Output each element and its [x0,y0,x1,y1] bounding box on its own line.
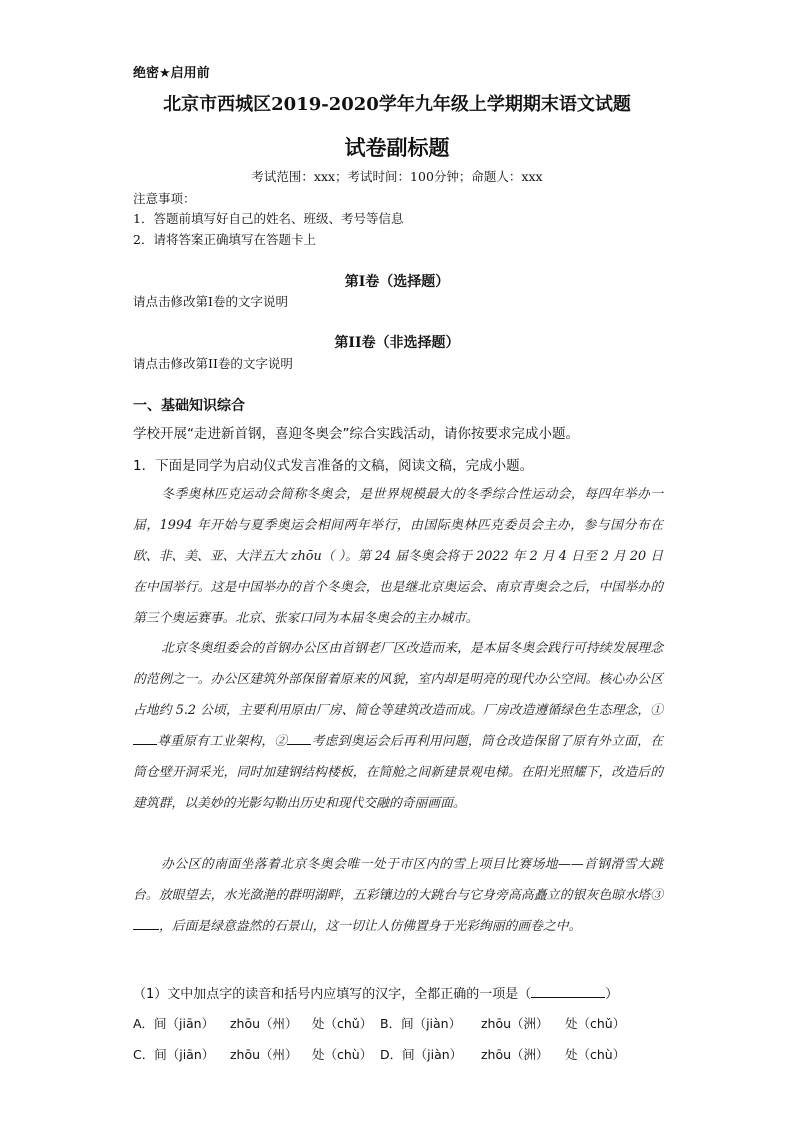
option-c-zhou: zhōu（州） [230,1047,298,1062]
option-d-zhou: zhōu（洲） [481,1047,549,1062]
notice-item-2: 2．请将答案正确填写在答题卡上 [133,232,316,247]
passage-paragraph-3 [133,849,663,942]
exam-title: 北京市西城区2019-2020学年九年级上学期期末语文试题 [163,94,631,115]
option-d-chu: 处（chù） [565,1047,626,1062]
section-heading: 一、基础知识综合 [133,398,245,414]
part1-desc[interactable]: 请点击修改第I卷的文字说明 [133,294,288,309]
option-d-label[interactable]: D．间（jiàn） [380,1047,463,1062]
notice-heading: 注意事项： [133,191,196,206]
answer-blank[interactable] [531,997,605,998]
option-b-zhou: zhōu（洲） [481,1016,549,1031]
part2-desc[interactable]: 请点击修改第II卷的文字说明 [133,356,293,371]
blank-3[interactable] [133,929,159,930]
option-a-zhou: zhōu（州） [230,1016,298,1031]
secret-mark: 绝密★启用前 [133,66,210,81]
notice-item-1: 1．答题前填写好自己的姓名、班级、考号等信息 [133,211,404,226]
passage-p2-part-a: 北京冬奥组委会的首钢办公区由首钢老厂区改造而来，是本届冬奥会践行可持续发展理念的范例之一。办公区建筑外部保留着原来的风貌，室内却是明亮的现代办公空间。核心办公区占地约 5.2 公顷，主要利用原由厂房、简仓等建筑改造而成。厂房改造遵循绿色生态理念，① [133,641,663,718]
option-c-chu: 处（chù） [312,1047,373,1062]
passage-p3-part-b: ，后面是绿意盎然的石景山，这一切让人仿佛置身于光彩绚丽的画卷之中。 [159,919,582,934]
section-intro: 学校开展“走进新首钢，喜迎冬奥会”综合实践活动，请你按要求完成小题。 [133,426,579,442]
exam-info: 考试范围：xxx；考试时间：100分钟；命题人：xxx [251,169,543,184]
passage-p2-part-b: 尊重原有工业架构，② [157,734,288,749]
blank-2[interactable] [287,744,311,745]
part1-heading: 第I卷（选择题） [344,274,450,290]
part2-heading: 第II卷（非选择题） [334,335,460,351]
question-1-intro: 1．下面是同学为启动仪式发言准备的文稿，阅读文稿，完成小题。 [133,458,534,474]
blank-1[interactable] [133,744,157,745]
option-a-label[interactable]: A．间（jiān） [133,1016,215,1031]
option-c-label[interactable]: C．间（jiān） [133,1047,215,1062]
passage-paragraph-2 [133,633,663,819]
passage-p2-part-c: 考虑到奥运会后再利用问题，筒仓改造保留了原有外立面，在筒仓壁开洞采光，同时加建钢结构楼板，在简舱之间新建景观电梯。在阳光照耀下，改造后的建筑群，以美妙的光影勾勒出历史和现代交融的奇丽画面。 [133,734,664,811]
exam-subtitle: 试卷副标题 [344,135,450,160]
passage-paragraph-1: 冬季奥林匹克运动会简称冬奥会，是世界规模最大的冬季综合性运动会，每四年举办一届，1994 年开始与夏季奥运会相间两年举行，由国际奥林匹克委员会主办，参与国分布在欧、非、美、亚、大洋五大 zhōu（ ）。第 24 届冬奥会将于 2022 年 2 月 4 日至 2 月 20 日在中国举行。这是中国举办的首个冬奥会，也是继北京奥运会、南京青奥会之后，中国举办的第三个奥运赛事。北京、张家口同为本届冬奥会的主办城市。 [133,487,663,626]
passage-p3-part-a: 办公区的南面坐落着北京冬奥会唯一处于市区内的雪上项目比赛场地——首钢滑雪大跳台。放眼望去，水光潋滟的群明湖畔，五彩镶边的大跳台与它身旁高高矗立的银灰色晾水塔③ [133,857,663,903]
option-a-chu: 处（chǔ） [312,1016,373,1031]
question-stem [133,983,618,1002]
option-b-label[interactable]: B．间（jiàn） [380,1016,462,1031]
option-b-chu: 处（chǔ） [565,1016,626,1031]
question-stem-text: （1）文中加点字的读音和括号内应填写的汉字，全都正确的一项是（ [133,987,532,1002]
question-stem-end: ） [605,987,619,1002]
